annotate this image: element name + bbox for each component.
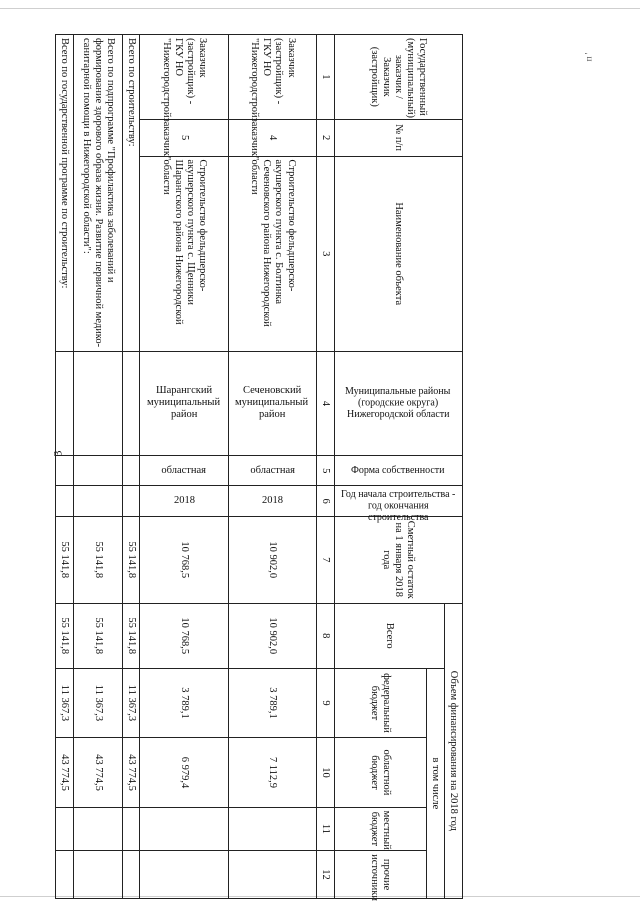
summary-empty <box>122 807 140 850</box>
summary-row <box>73 35 122 899</box>
header-remaining: Сметный остаток на 1 января 2018 года <box>334 516 462 603</box>
summary-empty <box>122 851 140 899</box>
row-federal: 3 789,1 <box>140 668 228 737</box>
row-total: 10 768,5 <box>140 603 228 668</box>
col-number: 2 <box>317 119 335 156</box>
header-regional: областной бюджет <box>334 738 426 807</box>
summary-federal: 11 367,3 <box>122 668 140 737</box>
summary-remaining: 55 141,8 <box>73 516 122 603</box>
row-district <box>228 351 316 455</box>
summary-empty <box>122 486 140 516</box>
summary-label: Всего по подпрограмме "Профилактика заболеваний и формирование здорового образа жизни. Развитие первичной медико-санитарной помощи в Нижегородской области": <box>73 35 122 352</box>
row-num: 4 <box>228 119 316 156</box>
row-ownership <box>228 456 316 486</box>
summary-total: 55 141,8 <box>73 603 122 668</box>
summary-empty <box>56 807 74 850</box>
col-number: 12 <box>317 851 335 899</box>
summary-total: 55 141,8 <box>122 603 140 668</box>
summary-empty <box>56 456 74 486</box>
header-other: прочие источники <box>334 851 426 899</box>
col-number: 10 <box>317 738 335 807</box>
summary-empty <box>73 456 122 486</box>
summary-label: Всего по государственной программе по строительству: <box>56 35 74 352</box>
header-row-1 <box>444 35 462 899</box>
row-object: Строительство фельдшерско-акушерского пункта с. Щенники Шарангского района Нижегородской области <box>140 156 228 351</box>
table-row <box>140 35 228 899</box>
summary-remaining: 55 141,8 <box>122 516 140 603</box>
row-customer: Заказчик (застройщик) - ГКУ НО "Нижегородстройзаказчик" <box>228 35 316 120</box>
summary-regional: 43 774,5 <box>73 738 122 807</box>
summary-empty <box>73 351 122 455</box>
scan-mark: п ' <box>583 52 594 62</box>
summary-federal: 11 367,3 <box>73 668 122 737</box>
summary-empty <box>56 851 74 899</box>
summary-empty <box>122 456 140 486</box>
header-object: Наименование объекта <box>334 156 462 351</box>
row-remaining: 10 902,0 <box>228 516 316 603</box>
row-years <box>228 486 316 516</box>
row-district <box>140 351 228 455</box>
summary-row <box>122 35 140 899</box>
row-years-text: 2018 <box>261 495 283 507</box>
row-regional: 7 112,9 <box>228 738 316 807</box>
row-district-text: Шарангский муниципальный район <box>147 385 221 421</box>
header-local: местный бюджет <box>334 807 426 850</box>
col-number: 1 <box>317 35 335 120</box>
financing-table <box>55 34 463 902</box>
row-years <box>140 486 228 516</box>
row-local <box>228 807 316 850</box>
row-customer: Заказчик (застройщик) - ГКУ НО "Нижегородстройзаказчик" <box>140 35 228 120</box>
row-object: Строительство фельдшерско-акушерского пункта с. Болтинка Сеченовского района Нижегородской области <box>228 156 316 351</box>
summary-regional: 43 774,5 <box>122 738 140 807</box>
header-years-text: Год начала строительства - год окончания строительства <box>341 489 456 524</box>
summary-empty <box>73 807 122 850</box>
col-number: 4 <box>317 351 335 455</box>
row-ownership-text: областная <box>250 464 295 476</box>
header-district-text: Муниципальные районы (городские округа) Нижегородской области <box>345 386 451 421</box>
row-other <box>140 851 228 899</box>
table-row <box>228 35 316 899</box>
summary-regional: 43 774,5 <box>56 738 74 807</box>
row-remaining: 10 768,5 <box>140 516 228 603</box>
row-other <box>228 851 316 899</box>
summary-federal: 11 367,3 <box>56 668 74 737</box>
header-num: № п/п <box>334 119 462 156</box>
row-district-text: Сеченовский муниципальный район <box>235 385 309 421</box>
col-number: 8 <box>317 603 335 668</box>
header-ownership-text: Форма собственности <box>351 465 446 477</box>
summary-empty <box>73 851 122 899</box>
summary-empty <box>56 486 74 516</box>
summary-empty <box>73 486 122 516</box>
header-customer: Государственный (муниципальный) заказчик / Заказчик (застройщик) <box>334 35 462 120</box>
col-number: 7 <box>317 516 335 603</box>
rotated-table-area <box>56 34 464 902</box>
header-district <box>334 351 462 455</box>
scan-edge-top <box>0 8 640 9</box>
row-ownership <box>140 456 228 486</box>
row-regional: 6 979,4 <box>140 738 228 807</box>
row-local <box>140 807 228 850</box>
row-federal: 3 789,1 <box>228 668 316 737</box>
summary-empty <box>56 351 74 455</box>
header-federal: федеральный бюджет <box>334 668 426 737</box>
col-number: 11 <box>317 807 335 850</box>
header-including: в том числе <box>427 668 445 898</box>
header-total: Всего <box>334 603 444 668</box>
col-number: 3 <box>317 156 335 351</box>
row-years-text: 2018 <box>173 495 195 507</box>
header-years <box>334 486 462 524</box>
row-ownership-text: областная <box>161 464 207 476</box>
col-number: 6 <box>317 486 335 516</box>
col-number: 5 <box>317 456 335 486</box>
header-funding: Объем финансирования на 2018 год <box>444 603 462 898</box>
summary-remaining: 55 141,8 <box>56 516 74 603</box>
summary-row <box>56 35 74 899</box>
summary-total: 55 141,8 <box>56 603 74 668</box>
column-number-row <box>317 35 335 899</box>
summary-label: Всего по строительству: <box>122 35 140 352</box>
row-total: 10 902,0 <box>228 603 316 668</box>
page-number: 3 <box>50 450 65 457</box>
summary-empty <box>122 351 140 455</box>
col-number: 9 <box>317 668 335 737</box>
header-ownership <box>334 456 462 486</box>
row-num: 5 <box>140 119 228 156</box>
table-wrapper <box>55 34 463 902</box>
